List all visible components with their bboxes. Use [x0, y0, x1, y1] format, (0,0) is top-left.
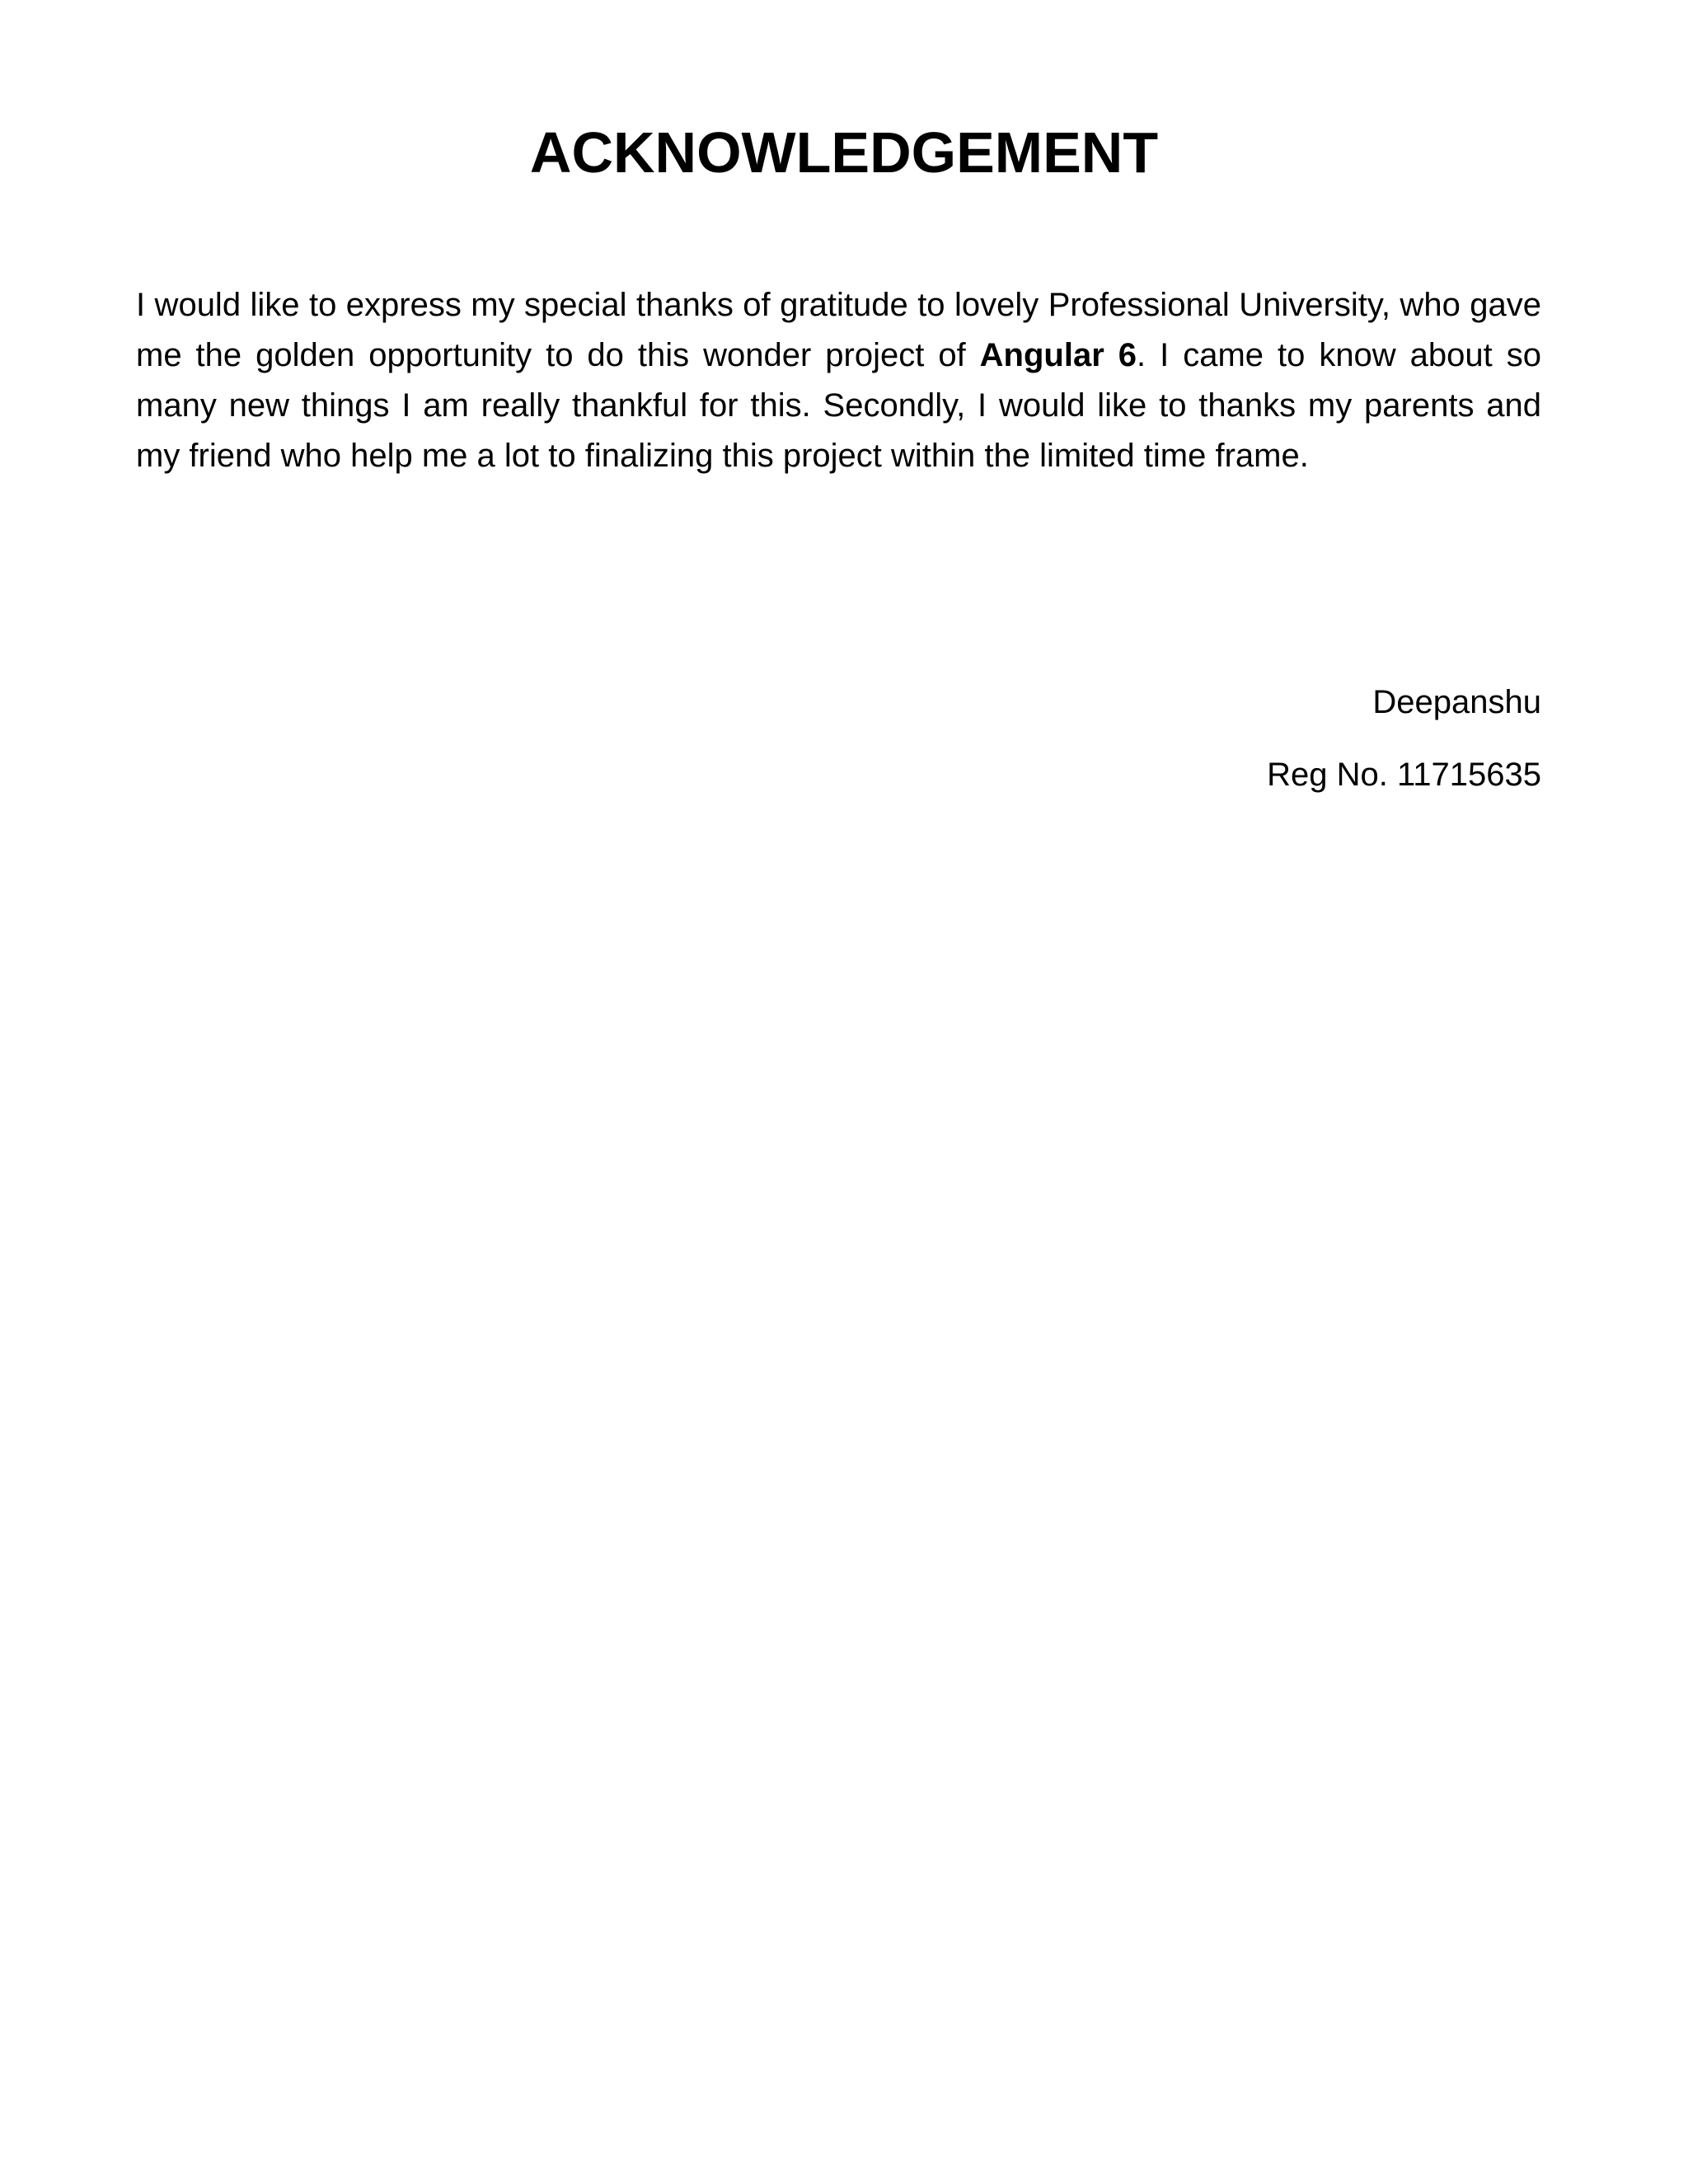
signature-reg-no: Reg No. 11715635 — [1267, 757, 1541, 793]
signature-block — [1267, 682, 1541, 827]
signature-name: Deepanshu — [1372, 684, 1541, 720]
acknowledgement-paragraph — [136, 280, 1541, 481]
paragraph-text-end: . I came to know about so many new things I am really thankful for this. Secondly, I would like to thanks my parents and my friend who help me a lot to finalizing this project within the limited time frame. — [136, 337, 1541, 474]
paragraph-text-start: I would like to express my special thanks of gratitude to lovely Professional University, who gave me the golden opportunity to do this wonder project of — [136, 287, 1541, 373]
page-title: ACKNOWLEDGEMENT — [529, 120, 1159, 185]
paragraph-bold-project: Angular 6 — [979, 337, 1137, 373]
